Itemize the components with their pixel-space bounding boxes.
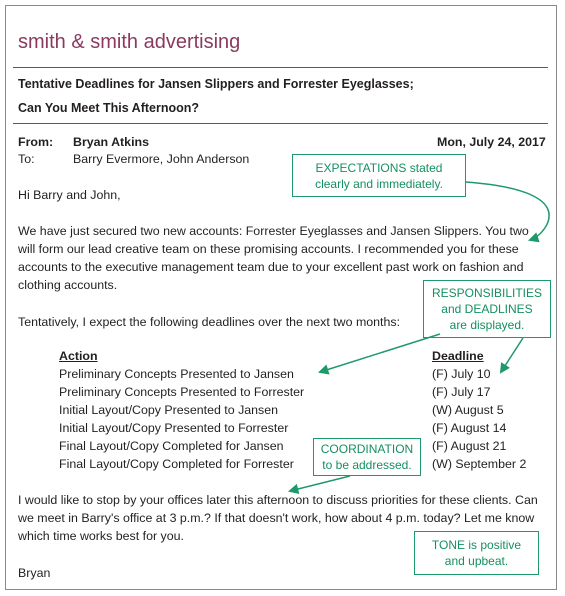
subject-line-1: Tentative Deadlines for Jansen Slippers and Forrester Eyeglasses; [18, 77, 414, 91]
para1-line: will form our lead creative team on these promising accounts. I recommended you for these [18, 242, 519, 256]
para1-line: clothing accounts. [18, 278, 118, 292]
table-cell-deadline: (F) August 21 [432, 439, 507, 453]
subject-line-2: Can You Meet This Afternoon? [18, 101, 200, 115]
para1-line: accounts to the executive management team due to your excellent past work on fashion and [18, 260, 524, 274]
table-cell-action: Final Layout/Copy Completed for Forrester [59, 457, 294, 471]
table-header-action: Action [59, 349, 98, 363]
callout-text: EXPECTATIONS stated [315, 161, 443, 175]
arrow-expectations [466, 182, 549, 240]
para3-line: which time works best for you. [18, 529, 184, 543]
arrow-responsibilities-deadline [501, 338, 523, 372]
table-cell-deadline: (F) July 10 [432, 367, 491, 381]
to-label: To: [18, 152, 35, 166]
callout-text: RESPONSIBILITIES [431, 286, 543, 300]
table-cell-deadline: (F) July 17 [432, 385, 491, 399]
from-value: Bryan Atkins [73, 135, 149, 149]
arrow-coordination [290, 476, 350, 491]
signature: Bryan [18, 566, 51, 580]
table-cell-action: Initial Layout/Copy Presented to Forrester [59, 421, 289, 435]
table-cell-action: Initial Layout/Copy Presented to Jansen [59, 403, 279, 417]
callout-text: TONE is positive [431, 538, 522, 552]
arrow-responsibilities-action [320, 334, 440, 372]
table-header-deadline: Deadline [432, 349, 484, 363]
callout-text: clearly and immediately. [315, 177, 443, 191]
table-cell-deadline: (W) September 2 [432, 457, 527, 471]
para3-line: I would like to stop by your offices later this afternoon to discuss priorities for these clients. Can [18, 493, 538, 507]
callout-text: COORDINATION [320, 442, 414, 456]
date-value: Mon, July 24, 2017 [437, 135, 546, 149]
greeting: Hi Barry and John, [18, 188, 121, 202]
callout-text: and upbeat. [444, 554, 509, 568]
company-name: smith & smith advertising [18, 31, 241, 53]
callout-text: to be addressed. [322, 458, 412, 472]
callout-text: are displayed. [449, 318, 525, 332]
to-value: Barry Evermore, John Anderson [73, 152, 250, 166]
table-cell-deadline: (F) August 14 [432, 421, 507, 435]
from-label: From: [18, 135, 54, 149]
para2: Tentatively, I expect the following deadlines over the next two months: [18, 315, 401, 329]
table-cell-action: Preliminary Concepts Presented to Forrester [59, 385, 305, 399]
table-cell-deadline: (W) August 5 [432, 403, 504, 417]
table-cell-action: Preliminary Concepts Presented to Jansen [59, 367, 294, 381]
para1-line: We have just secured two new accounts: Forrester Eyeglasses and Jansen Slippers. You two [18, 224, 529, 238]
para3-line: we meet in Barry's office at 3 p.m.? If that doesn't work, how about 4 p.m. today? Let me know [18, 511, 535, 525]
table-cell-action: Final Layout/Copy Completed for Jansen [59, 439, 284, 453]
callout-text: and DEADLINES [441, 302, 533, 316]
